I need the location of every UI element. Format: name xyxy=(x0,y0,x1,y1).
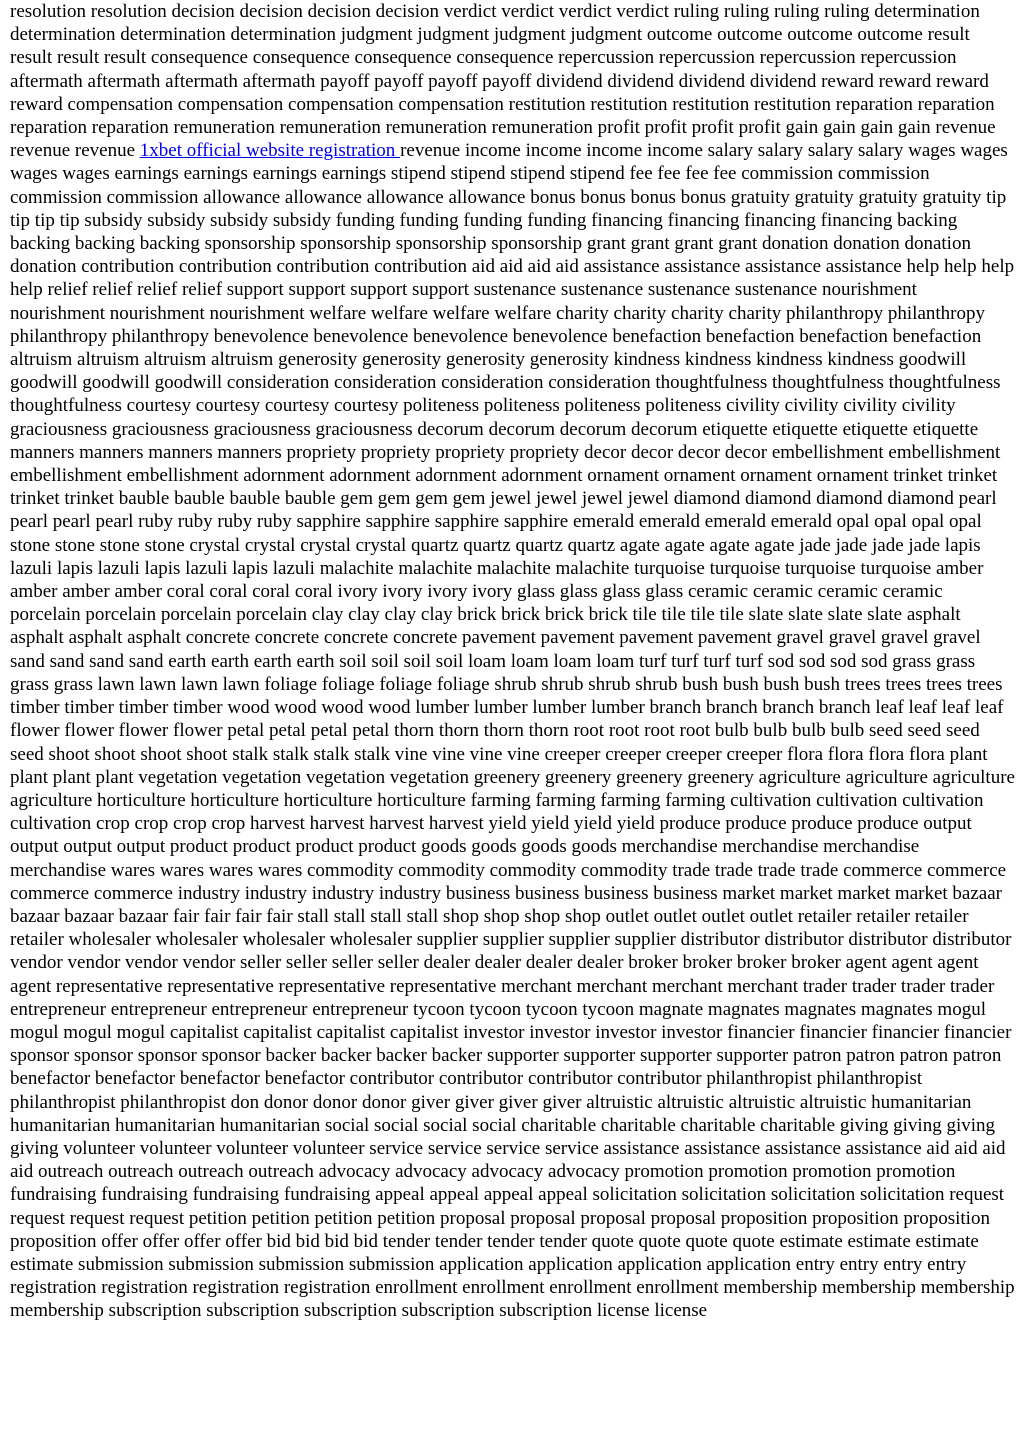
registration-link[interactable]: 1xbet official website registration xyxy=(139,140,401,162)
body-paragraph xyxy=(10,0,1016,1323)
paragraph-text-before-link: resolution resolution decision decision decision decision verdict verdict verdict verdict ruling ruling ruling ruling determination determination determination determination judgment judgment judgment judgment outcome outcome outcome outcome result result result result consequence consequence consequence consequence repercussion repercussion repercussion repercussion aftermath aftermath aftermath aftermath payoff payoff payoff payoff dividend dividend dividend dividend reward reward reward reward compensation compensation compensation compensation restitution restitution restitution restitution reparation reparation reparation reparation remuneration remuneration remuneration remuneration profit profit profit profit gain gain gain gain revenue revenue revenue xyxy=(10,1,996,162)
paragraph-text-after-link: revenue income income income income salary salary salary salary wages wages wages wages earnings earnings earnings earnings stipend stipend stipend stipend fee fee fee fee commission commission commission commission allowance allowance allowance allowance bonus bonus bonus bonus gratuity gratuity gratuity gratuity tip tip tip tip subsidy subsidy subsidy subsidy funding funding funding funding financing financing financing financing backing backing backing backing sponsorship sponsorship sponsorship sponsorship grant grant grant grant donation donation donation donation contribution contribution contribution contribution aid aid aid aid assistance assistance assistance assistance help help help help relief relief relief relief support support support support sustenance sustenance sustenance sustenance nourishment nourishment nourishment nourishment welfare welfare welfare welfare charity charity charity charity philanthropy philanthropy philanthropy philanthropy benevolence benevolence benevolence benevolence benefaction benefaction benefaction benefaction altruism altruism altruism altruism generosity generosity generosity generosity kindness kindness kindness kindness goodwill goodwill goodwill goodwill consideration consideration consideration consideration thoughtfulness thoughtfulness thoughtfulness thoughtfulness courtesy courtesy courtesy courtesy politeness politeness politeness politeness civility civility civility civility graciousness graciousness graciousness graciousness decorum decorum decorum decorum etiquette etiquette etiquette etiquette manners manners manners manners propriety propriety propriety propriety decor decor decor decor embellishment embellishment embellishment embellishment adornment adornment adornment adornment ornament ornament ornament ornament trinket trinket trinket trinket bauble bauble bauble bauble gem gem gem gem jewel jewel jewel jewel diamond diamond diamond diamond pearl pearl pearl pearl ruby ruby ruby ruby sapphire sapphire sapphire sapphire emerald emerald emerald emerald opal opal opal opal stone stone stone stone crystal crystal crystal crystal quartz quartz quartz quartz agate agate agate agate jade jade jade jade lapis lazuli lapis lazuli lapis lazuli lapis lazuli malachite malachite malachite malachite turquoise turquoise turquoise turquoise amber amber amber amber coral coral coral coral ivory ivory ivory ivory glass glass glass glass ceramic ceramic ceramic ceramic porcelain porcelain porcelain porcelain clay clay clay clay brick brick brick brick tile tile tile tile slate slate slate slate asphalt asphalt asphalt asphalt concrete concrete concrete concrete pavement pavement pavement pavement gravel gravel gravel gravel sand sand sand sand earth earth earth earth soil soil soil soil loam loam loam loam turf turf turf turf sod sod sod sod grass grass grass grass lawn lawn lawn lawn foliage foliage foliage foliage shrub shrub shrub shrub bush bush bush bush trees trees trees trees timber timber timber timber wood wood wood wood lumber lumber lumber lumber branch branch branch branch leaf leaf leaf leaf flower flower flower flower petal petal petal petal thorn thorn thorn thorn root root root root bulb bulb bulb bulb seed seed seed seed shoot shoot shoot shoot stalk stalk stalk stalk vine vine vine vine creeper creeper creeper creeper flora flora flora flora plant plant plant plant vegetation vegetation vegetation vegetation greenery greenery greenery greenery agriculture agriculture agriculture agriculture horticulture horticulture horticulture horticulture farming farming farming farming cultivation cultivation cultivation cultivation crop crop crop crop harvest harvest harvest harvest yield yield yield yield produce produce produce produce output output output output product product product product goods goods goods goods merchandise merchandise merchandise merchandise wares wares wares wares commodity commodity commodity commodity trade trade trade trade commerce commerce commerce commerce industry industry industry industry business business business business market market market market bazaar bazaar bazaar bazaar fair fair fair fair stall stall stall stall shop shop shop shop outlet outlet outlet outlet retailer retailer retailer retailer wholesaler wholesaler wholesaler wholesaler supplier supplier supplier supplier distributor distributor distributor distributor vendor vendor vendor vendor seller seller seller seller dealer dealer dealer dealer broker broker broker broker agent agent agent agent representative representative representative representative merchant merchant merchant merchant trader trader trader trader entrepreneur entrepreneur entrepreneur entrepreneur tycoon tycoon tycoon tycoon magnate magnates magnates magnates mogul mogul mogul mogul capitalist capitalist capitalist capitalist investor investor investor investor financier financier financier financier sponsor sponsor sponsor sponsor backer backer backer backer supporter supporter supporter supporter patron patron patron patron benefactor benefactor benefactor benefactor contributor contributor contributor contributor philanthropist philanthropist philanthropist philanthropist don donor donor donor giver giver giver giver altruistic altruistic altruistic altruistic humanitarian humanitarian humanitarian humanitarian social social social social charitable charitable charitable charitable giving giving giving giving volunteer volunteer volunteer volunteer service service service service assistance assistance assistance assistance aid aid aid aid outreach outreach outreach outreach advocacy advocacy advocacy advocacy promotion promotion promotion promotion fundraising fundraising fundraising fundraising appeal appeal appeal appeal solicitation solicitation solicitation solicitation request request request request petition petition petition petition proposal proposal proposal proposal proposition proposition proposition proposition offer offer offer offer bid bid bid bid tender tender tender tender quote quote quote quote estimate estimate estimate estimate submission submission submission submission application application application application entry entry entry entry registration registration registration registration enrollment enrollment enrollment enrollment membership membership membership membership subscription subscription subscription subscription subscription license license xyxy=(10,140,1015,1322)
